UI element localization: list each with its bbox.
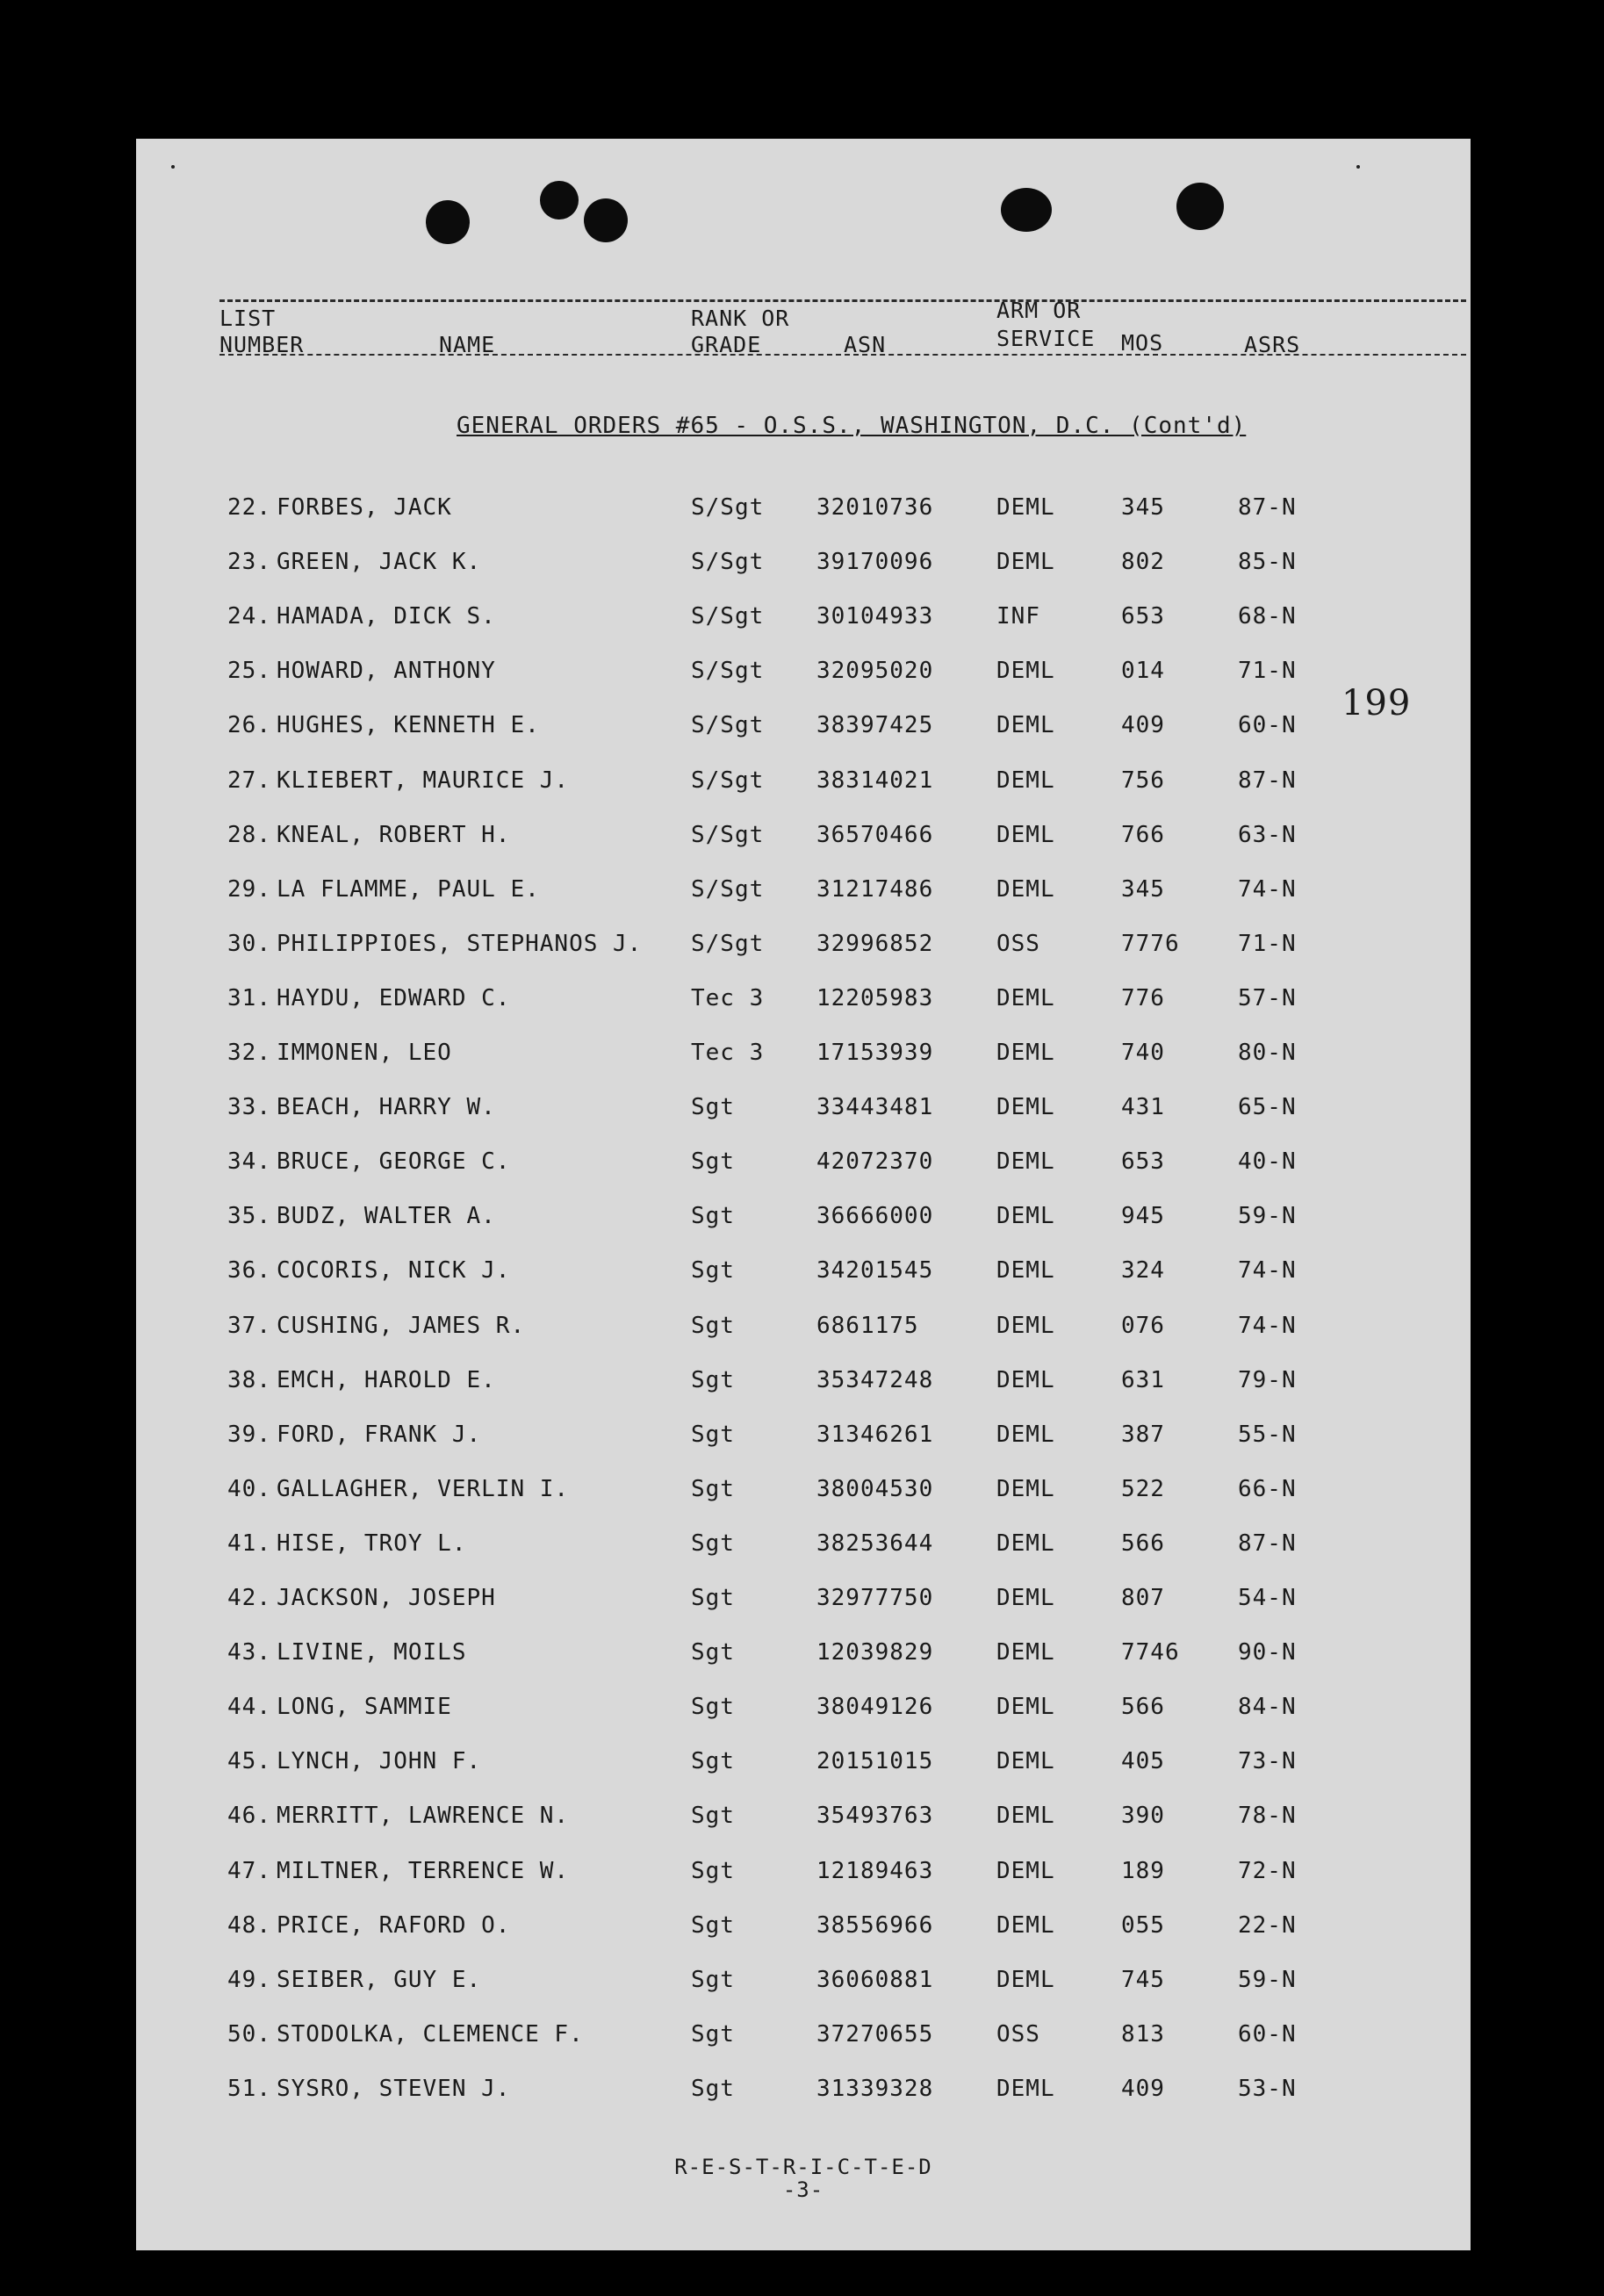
- cell-name: MERRITT, LAWRENCE N.: [277, 1803, 570, 1829]
- cell-rank: Sgt: [691, 1530, 735, 1557]
- cell-asrs: 74-N: [1238, 1313, 1297, 1339]
- table-row: [136, 2076, 1471, 2111]
- cell-mos: 345: [1121, 876, 1165, 903]
- cell-arm: DEML: [996, 549, 1055, 575]
- cell-mos: 776: [1121, 985, 1165, 1011]
- cell-asn: 17153939: [816, 1040, 934, 1066]
- header-grade: GRADE: [691, 332, 762, 357]
- header-list: LIST: [219, 306, 277, 331]
- cell-arm: DEML: [996, 658, 1055, 684]
- cell-asrs: 59-N: [1238, 1967, 1297, 1993]
- cell-asn: 12039829: [816, 1639, 934, 1666]
- cell-asrs: 22-N: [1238, 1912, 1297, 1939]
- cell-asrs: 53-N: [1238, 2076, 1297, 2102]
- cell-asn: 39170096: [816, 549, 934, 575]
- cell-asn: 32996852: [816, 931, 934, 957]
- cell-arm: DEML: [996, 1748, 1055, 1774]
- cell-rank: Sgt: [691, 1422, 735, 1448]
- cell-name: HUGHES, KENNETH E.: [277, 712, 540, 738]
- footer-restricted: R-E-S-T-R-I-C-T-E-D: [674, 2155, 932, 2179]
- cell-asn: 31339328: [816, 2076, 934, 2102]
- footer-page-number: -3-: [782, 2177, 824, 2202]
- cell-asrs: 55-N: [1238, 1422, 1297, 1448]
- cell-asrs: 60-N: [1238, 712, 1297, 738]
- cell-mos: 653: [1121, 1148, 1165, 1175]
- cell-arm: DEML: [996, 1530, 1055, 1557]
- cell-arm: DEML: [996, 494, 1055, 521]
- cell-rank: S/Sgt: [691, 712, 765, 738]
- table-row: [136, 1530, 1471, 1565]
- table-row: [136, 603, 1471, 638]
- cell-asn: 38556966: [816, 1912, 934, 1939]
- cell-asn: 38397425: [816, 712, 934, 738]
- cell-mos: 7746: [1121, 1639, 1180, 1666]
- margin-page-number: 199: [1341, 683, 1412, 723]
- table-row: [136, 2021, 1471, 2056]
- cell-asrs: 90-N: [1238, 1639, 1297, 1666]
- cell-rank: Sgt: [691, 1694, 735, 1720]
- cell-asn: 31217486: [816, 876, 934, 903]
- cell-num: 23.: [227, 549, 271, 575]
- table-row: [136, 1803, 1471, 1838]
- header-list-number: [219, 306, 304, 358]
- cell-name: JACKSON, JOSEPH: [277, 1585, 496, 1611]
- cell-asn: 30104933: [816, 603, 934, 630]
- cell-asrs: 85-N: [1238, 549, 1297, 575]
- cell-mos: 745: [1121, 1967, 1165, 1993]
- cell-asrs: 59-N: [1238, 1203, 1297, 1229]
- cell-name: BEACH, HARRY W.: [277, 1094, 496, 1120]
- cell-arm: DEML: [996, 1313, 1055, 1339]
- cell-num: 50.: [227, 2021, 271, 2048]
- cell-num: 31.: [227, 985, 271, 1011]
- cell-mos: 756: [1121, 767, 1165, 794]
- cell-num: 40.: [227, 1476, 271, 1502]
- cell-asn: 36666000: [816, 1203, 934, 1229]
- cell-name: LYNCH, JOHN F.: [277, 1748, 482, 1774]
- document-page: [136, 139, 1471, 2250]
- table-row: [136, 1094, 1471, 1129]
- cell-asn: 36570466: [816, 822, 934, 848]
- cell-asrs: 40-N: [1238, 1148, 1297, 1175]
- cell-arm: DEML: [996, 1257, 1055, 1284]
- table-row: [136, 876, 1471, 911]
- cell-num: 39.: [227, 1422, 271, 1448]
- cell-name: SYSRO, STEVEN J.: [277, 2076, 511, 2102]
- cell-asn: 32095020: [816, 658, 934, 684]
- cell-asn: 6861175: [816, 1313, 919, 1339]
- cell-rank: Sgt: [691, 1858, 735, 1884]
- table-row: [136, 712, 1471, 747]
- cell-asn: 38253644: [816, 1530, 934, 1557]
- header-number: NUMBER: [219, 332, 305, 357]
- cell-num: 38.: [227, 1367, 271, 1393]
- cell-rank: Sgt: [691, 1912, 735, 1939]
- cell-mos: 566: [1121, 1530, 1165, 1557]
- cell-rank: S/Sgt: [691, 876, 765, 903]
- cell-mos: 324: [1121, 1257, 1165, 1284]
- cell-asn: 38314021: [816, 767, 934, 794]
- cell-name: HOWARD, ANTHONY: [277, 658, 496, 684]
- cell-asrs: 87-N: [1238, 494, 1297, 521]
- cell-asrs: 72-N: [1238, 1858, 1297, 1884]
- cell-rank: Sgt: [691, 1639, 735, 1666]
- cell-num: 26.: [227, 712, 271, 738]
- cell-rank: S/Sgt: [691, 549, 765, 575]
- cell-asrs: 87-N: [1238, 1530, 1297, 1557]
- cell-rank: Sgt: [691, 2021, 735, 2048]
- cell-rank: Tec 3: [691, 985, 765, 1011]
- cell-rank: Sgt: [691, 1748, 735, 1774]
- cell-num: 43.: [227, 1639, 271, 1666]
- cell-mos: 189: [1121, 1858, 1165, 1884]
- cell-asn: 32010736: [816, 494, 934, 521]
- document-title: GENERAL ORDERS #65 - O.S.S., WASHINGTON, D.C. (Cont'd): [457, 413, 1247, 439]
- cell-rank: S/Sgt: [691, 931, 765, 957]
- cell-arm: OSS: [996, 2021, 1040, 2048]
- cell-num: 32.: [227, 1040, 271, 1066]
- speck: [1356, 165, 1360, 169]
- cell-name: CUSHING, JAMES R.: [277, 1313, 526, 1339]
- cell-rank: Sgt: [691, 2076, 735, 2102]
- cell-rank: Sgt: [691, 1313, 735, 1339]
- cell-arm: DEML: [996, 712, 1055, 738]
- table-row: [136, 549, 1471, 584]
- cell-rank: S/Sgt: [691, 822, 765, 848]
- cell-asn: 38049126: [816, 1694, 934, 1720]
- cell-asn: 20151015: [816, 1748, 934, 1774]
- table-row: [136, 1148, 1471, 1184]
- cell-name: KNEAL, ROBERT H.: [277, 822, 511, 848]
- table-row: [136, 822, 1471, 857]
- cell-num: 44.: [227, 1694, 271, 1720]
- cell-arm: OSS: [996, 931, 1040, 957]
- cell-asrs: 84-N: [1238, 1694, 1297, 1720]
- cell-arm: DEML: [996, 1148, 1055, 1175]
- cell-rank: Sgt: [691, 1967, 735, 1993]
- cell-arm: DEML: [996, 1094, 1055, 1120]
- cell-name: HAMADA, DICK S.: [277, 603, 496, 630]
- cell-asrs: 66-N: [1238, 1476, 1297, 1502]
- cell-arm: DEML: [996, 1367, 1055, 1393]
- cell-mos: 405: [1121, 1748, 1165, 1774]
- cell-asn: 38004530: [816, 1476, 934, 1502]
- cell-asn: 33443481: [816, 1094, 934, 1120]
- cell-mos: 409: [1121, 2076, 1165, 2102]
- cell-name: PRICE, RAFORD O.: [277, 1912, 511, 1939]
- table-row: [136, 1040, 1471, 1075]
- header-asn: ASN: [844, 332, 887, 357]
- cell-name: PHILIPPIOES, STEPHANOS J.: [277, 931, 643, 957]
- punch-hole: [584, 198, 628, 242]
- cell-num: 24.: [227, 603, 271, 630]
- cell-mos: 7776: [1121, 931, 1180, 957]
- header-rank-or: RANK OR: [691, 306, 790, 331]
- cell-name: FORD, FRANK J.: [277, 1422, 482, 1448]
- cell-num: 51.: [227, 2076, 271, 2102]
- cell-name: KLIEBERT, MAURICE J.: [277, 767, 570, 794]
- cell-name: HISE, TROY L.: [277, 1530, 467, 1557]
- cell-asn: 35493763: [816, 1803, 934, 1829]
- table-row: [136, 1367, 1471, 1402]
- cell-asn: 36060881: [816, 1967, 934, 1993]
- cell-num: 46.: [227, 1803, 271, 1829]
- header-rule-top: [219, 299, 1466, 302]
- table-row: [136, 1912, 1471, 1947]
- cell-rank: S/Sgt: [691, 658, 765, 684]
- cell-name: GALLAGHER, VERLIN I.: [277, 1476, 570, 1502]
- cell-asrs: 74-N: [1238, 1257, 1297, 1284]
- cell-mos: 813: [1121, 2021, 1165, 2048]
- cell-arm: DEML: [996, 1639, 1055, 1666]
- table-row: [136, 1257, 1471, 1292]
- cell-rank: Sgt: [691, 1094, 735, 1120]
- cell-name: STODOLKA, CLEMENCE F.: [277, 2021, 584, 2048]
- header-arm-or: ARM OR: [996, 298, 1082, 323]
- cell-rank: Sgt: [691, 1476, 735, 1502]
- cell-asrs: 71-N: [1238, 658, 1297, 684]
- cell-rank: S/Sgt: [691, 494, 765, 521]
- cell-asrs: 73-N: [1238, 1748, 1297, 1774]
- punch-hole: [1176, 183, 1224, 230]
- cell-name: LA FLAMME, PAUL E.: [277, 876, 540, 903]
- cell-asrs: 71-N: [1238, 931, 1297, 957]
- cell-num: 37.: [227, 1313, 271, 1339]
- table-row: [136, 494, 1471, 529]
- cell-asrs: 79-N: [1238, 1367, 1297, 1393]
- cell-arm: DEML: [996, 1203, 1055, 1229]
- table-row: [136, 1639, 1471, 1674]
- cell-mos: 014: [1121, 658, 1165, 684]
- cell-mos: 945: [1121, 1203, 1165, 1229]
- cell-asn: 37270655: [816, 2021, 934, 2048]
- cell-asn: 12205983: [816, 985, 934, 1011]
- cell-mos: 055: [1121, 1912, 1165, 1939]
- table-row: [136, 1476, 1471, 1511]
- cell-arm: DEML: [996, 1585, 1055, 1611]
- cell-asrs: 80-N: [1238, 1040, 1297, 1066]
- cell-name: GREEN, JACK K.: [277, 549, 482, 575]
- cell-num: 22.: [227, 494, 271, 521]
- cell-mos: 076: [1121, 1313, 1165, 1339]
- table-row: [136, 1585, 1471, 1620]
- cell-num: 41.: [227, 1530, 271, 1557]
- header-mos: MOS: [1121, 330, 1164, 356]
- cell-rank: Tec 3: [691, 1040, 765, 1066]
- cell-name: BUDZ, WALTER A.: [277, 1203, 496, 1229]
- cell-arm: DEML: [996, 1803, 1055, 1829]
- table-row: [136, 1748, 1471, 1783]
- cell-arm: DEML: [996, 876, 1055, 903]
- cell-asrs: 54-N: [1238, 1585, 1297, 1611]
- table-row: [136, 1422, 1471, 1457]
- table-row: [136, 658, 1471, 693]
- cell-arm: DEML: [996, 1040, 1055, 1066]
- cell-num: 25.: [227, 658, 271, 684]
- cell-name: FORBES, JACK: [277, 494, 452, 521]
- cell-asrs: 60-N: [1238, 2021, 1297, 2048]
- cell-asrs: 78-N: [1238, 1803, 1297, 1829]
- cell-asrs: 68-N: [1238, 603, 1297, 630]
- cell-rank: Sgt: [691, 1585, 735, 1611]
- table-row: [136, 985, 1471, 1020]
- cell-asn: 34201545: [816, 1257, 934, 1284]
- cell-mos: 522: [1121, 1476, 1165, 1502]
- cell-num: 48.: [227, 1912, 271, 1939]
- cell-mos: 802: [1121, 549, 1165, 575]
- cell-rank: Sgt: [691, 1148, 735, 1175]
- header-name: NAME: [439, 332, 496, 357]
- table-row: [136, 767, 1471, 803]
- cell-arm: DEML: [996, 1912, 1055, 1939]
- cell-num: 34.: [227, 1148, 271, 1175]
- cell-mos: 807: [1121, 1585, 1165, 1611]
- cell-num: 30.: [227, 931, 271, 957]
- cell-name: LONG, SAMMIE: [277, 1694, 452, 1720]
- table-row: [136, 1694, 1471, 1729]
- table-row: [136, 1858, 1471, 1893]
- cell-mos: 345: [1121, 494, 1165, 521]
- cell-rank: S/Sgt: [691, 603, 765, 630]
- cell-mos: 653: [1121, 603, 1165, 630]
- cell-num: 49.: [227, 1967, 271, 1993]
- cell-arm: DEML: [996, 1694, 1055, 1720]
- cell-num: 33.: [227, 1094, 271, 1120]
- cell-mos: 409: [1121, 712, 1165, 738]
- cell-rank: S/Sgt: [691, 767, 765, 794]
- header-rank-grade: [691, 306, 789, 358]
- speck: [171, 165, 175, 169]
- cell-arm: DEML: [996, 1858, 1055, 1884]
- cell-asrs: 87-N: [1238, 767, 1297, 794]
- cell-arm: INF: [996, 603, 1040, 630]
- cell-name: BRUCE, GEORGE C.: [277, 1148, 511, 1175]
- table-row: [136, 1203, 1471, 1238]
- cell-arm: DEML: [996, 1967, 1055, 1993]
- header-arm-service: [996, 297, 1095, 353]
- cell-mos: 766: [1121, 822, 1165, 848]
- cell-rank: Sgt: [691, 1257, 735, 1284]
- header-service: SERVICE: [996, 326, 1096, 351]
- punch-hole: [1001, 188, 1052, 232]
- cell-asn: 32977750: [816, 1585, 934, 1611]
- table-row: [136, 1967, 1471, 2002]
- table-row: [136, 1313, 1471, 1348]
- cell-rank: Sgt: [691, 1367, 735, 1393]
- cell-name: HAYDU, EDWARD C.: [277, 985, 511, 1011]
- header-asrs: ASRS: [1244, 332, 1301, 357]
- cell-num: 29.: [227, 876, 271, 903]
- cell-name: IMMONEN, LEO: [277, 1040, 452, 1066]
- cell-num: 42.: [227, 1585, 271, 1611]
- cell-asrs: 63-N: [1238, 822, 1297, 848]
- cell-asn: 12189463: [816, 1858, 934, 1884]
- cell-arm: DEML: [996, 1476, 1055, 1502]
- cell-arm: DEML: [996, 985, 1055, 1011]
- cell-mos: 387: [1121, 1422, 1165, 1448]
- punch-hole: [426, 200, 470, 244]
- cell-asn: 31346261: [816, 1422, 934, 1448]
- cell-rank: Sgt: [691, 1203, 735, 1229]
- cell-name: EMCH, HAROLD E.: [277, 1367, 496, 1393]
- cell-mos: 566: [1121, 1694, 1165, 1720]
- cell-asn: 42072370: [816, 1148, 934, 1175]
- cell-num: 28.: [227, 822, 271, 848]
- cell-name: COCORIS, NICK J.: [277, 1257, 511, 1284]
- cell-mos: 390: [1121, 1803, 1165, 1829]
- punch-hole: [540, 181, 579, 220]
- cell-mos: 431: [1121, 1094, 1165, 1120]
- cell-asrs: 65-N: [1238, 1094, 1297, 1120]
- cell-name: LIVINE, MOILS: [277, 1639, 467, 1666]
- cell-asrs: 57-N: [1238, 985, 1297, 1011]
- cell-arm: DEML: [996, 2076, 1055, 2102]
- cell-arm: DEML: [996, 822, 1055, 848]
- cell-num: 27.: [227, 767, 271, 794]
- cell-num: 45.: [227, 1748, 271, 1774]
- cell-num: 35.: [227, 1203, 271, 1229]
- cell-asn: 35347248: [816, 1367, 934, 1393]
- cell-arm: DEML: [996, 767, 1055, 794]
- cell-asrs: 74-N: [1238, 876, 1297, 903]
- cell-num: 36.: [227, 1257, 271, 1284]
- cell-arm: DEML: [996, 1422, 1055, 1448]
- cell-name: MILTNER, TERRENCE W.: [277, 1858, 570, 1884]
- cell-name: SEIBER, GUY E.: [277, 1967, 482, 1993]
- cell-rank: Sgt: [691, 1803, 735, 1829]
- cell-mos: 631: [1121, 1367, 1165, 1393]
- table-row: [136, 931, 1471, 966]
- cell-mos: 740: [1121, 1040, 1165, 1066]
- cell-num: 47.: [227, 1858, 271, 1884]
